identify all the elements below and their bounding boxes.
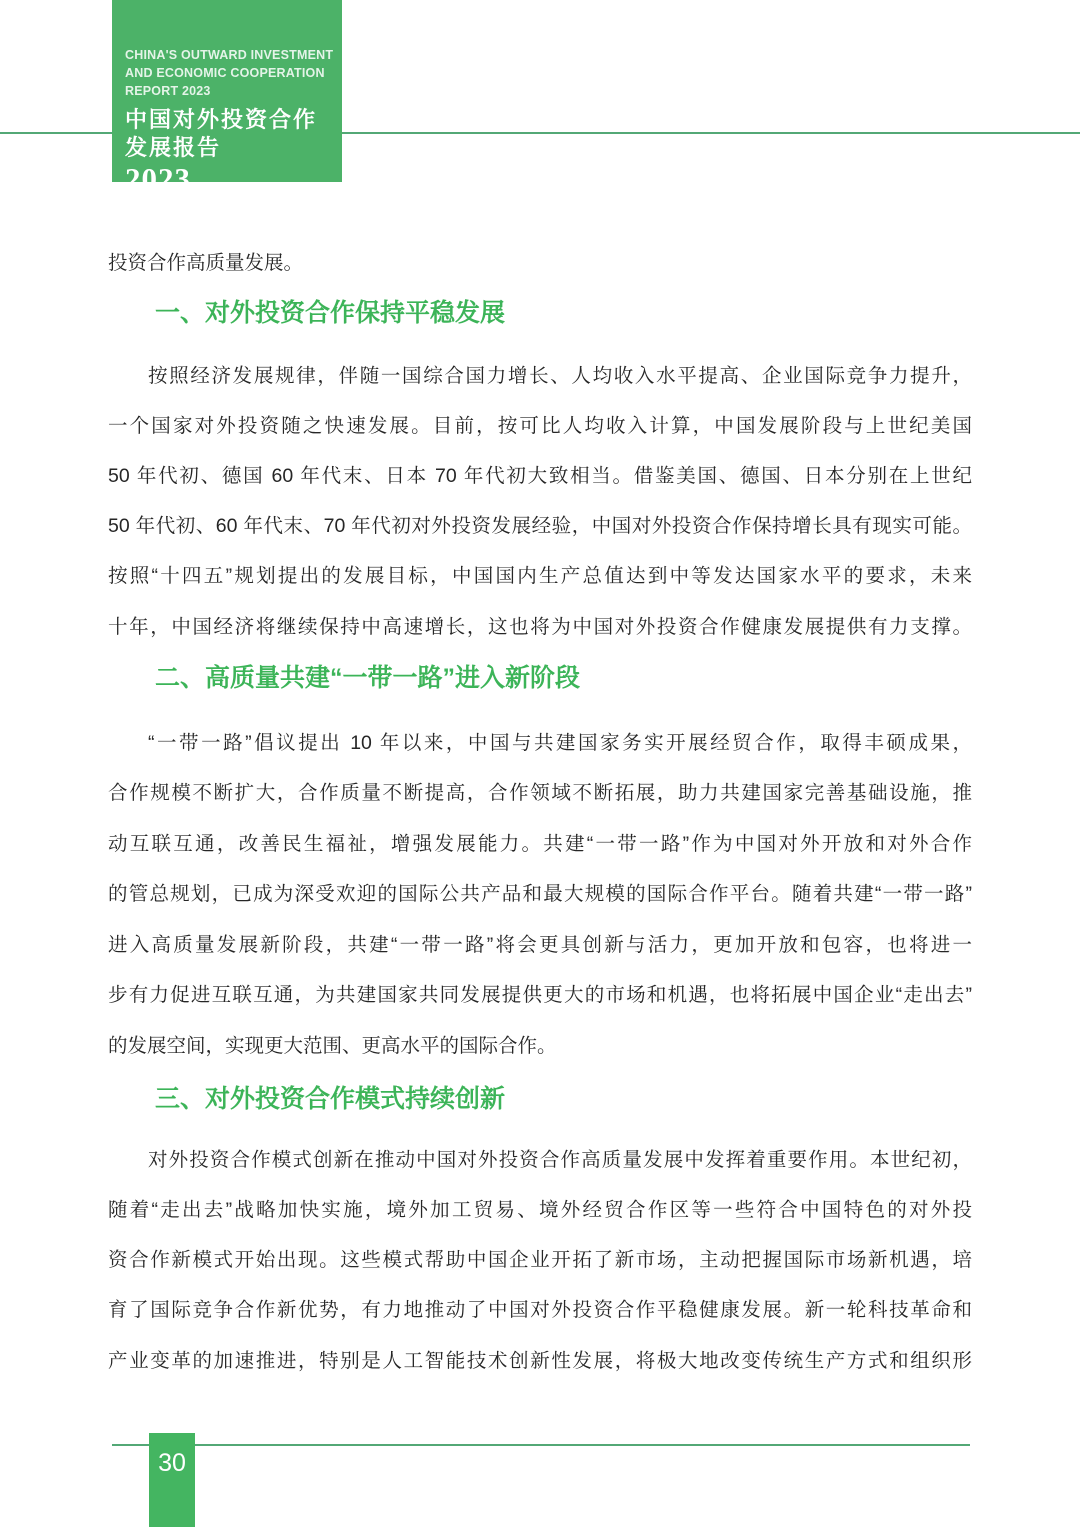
paragraph-line: 的管总规划，已成为深受欢迎的国际公共产品和最大规模的国际合作平台。随着共建“一带一路” xyxy=(108,883,972,905)
report-title-zh-line-1: 中国对外投资合作 xyxy=(125,107,318,132)
paragraph-line: 进入高质量发展新阶段，共建“一带一路”将会更具创新与活力，更加开放和包容，也将进一 xyxy=(108,934,972,956)
paragraph-line: 育了国际竞争合作新优势，有力地推动了中国对外投资合作平稳健康发展。新一轮科技革命和 xyxy=(108,1299,972,1321)
paragraph-line: “一带一路”倡议提出 10 年以来，中国与共建国家务实开展经贸合作，取得丰硕成果， xyxy=(148,732,972,754)
paragraph-line: 步有力促进互联互通，为共建国家共同发展提供更大的市场和机遇，也将拓展中国企业“走出去” xyxy=(108,984,972,1006)
paragraph-line: 按照“十四五”规划提出的发展目标，中国国内生产总值达到中等发达国家水平的要求，未来 xyxy=(108,565,972,587)
report-banner xyxy=(112,0,342,196)
paragraph-line: 随着“走出去”战略加快实施，境外加工贸易、境外经贸合作区等一些符合中国特色的对外投 xyxy=(108,1199,972,1221)
paragraph-line: 产业变革的加速推进，特别是人工智能技术创新性发展，将极大地改变传统生产方式和组织形 xyxy=(108,1350,972,1372)
section-heading-2: 二、高质量共建“一带一路”进入新阶段 xyxy=(155,664,581,692)
report-title-en-line-3: REPORT 2023 xyxy=(125,84,211,98)
paragraph-line: 对外投资合作模式创新在推动中国对外投资合作高质量发展中发挥着重要作用。本世纪初， xyxy=(148,1149,972,1171)
paragraph-line: 一个国家对外投资随之快速发展。目前，按可比人均收入计算，中国发展阶段与上世纪美国 xyxy=(108,415,972,437)
page-number: 30 xyxy=(158,1449,186,1477)
footer-rule xyxy=(112,1444,970,1446)
report-title-zh-line-2: 发展报告 xyxy=(125,135,222,160)
paragraph-line: 50 年代初、德国 60 年代末、日本 70 年代初大致相当。借鉴美国、德国、日本分别在上世纪 xyxy=(108,465,972,487)
paragraph-line: 按照经济发展规律，伴随一国综合国力增长、人均收入水平提高、企业国际竞争力提升， xyxy=(148,365,972,387)
section-heading-3: 三、对外投资合作模式持续创新 xyxy=(155,1085,506,1113)
paragraph-line: 的发展空间，实现更大范围、更高水平的国际合作。 xyxy=(108,1035,557,1057)
section-heading-1: 一、对外投资合作保持平稳发展 xyxy=(155,299,506,327)
report-title-en-line-2: AND ECONOMIC COOPERATION xyxy=(125,66,325,80)
paragraph-line: 十年，中国经济将继续保持中高速增长，这也将为中国对外投资合作健康发展提供有力支撑。 xyxy=(108,616,972,638)
report-year: 2023 xyxy=(125,161,191,196)
page-number-badge xyxy=(149,1433,195,1527)
intro-line: 投资合作高质量发展。 xyxy=(108,252,304,274)
page-content xyxy=(108,0,972,1527)
paragraph-line: 合作规模不断扩大，合作质量不断提高，合作领域不断拓展，助力共建国家完善基础设施，推 xyxy=(108,782,972,804)
paragraph-line: 50 年代初、60 年代末、70 年代初对外投资发展经验，中国对外投资合作保持增长具有现实可能。 xyxy=(108,515,972,537)
paragraph-line: 资合作新模式开始出现。这些模式帮助中国企业开拓了新市场，主动把握国际市场新机遇，培 xyxy=(108,1249,972,1271)
report-title-en-line-1: CHINA'S OUTWARD INVESTMENT xyxy=(125,48,334,62)
paragraph-line: 动互联互通，改善民生福祉，增强发展能力。共建“一带一路”作为中国对外开放和对外合作 xyxy=(108,833,972,855)
